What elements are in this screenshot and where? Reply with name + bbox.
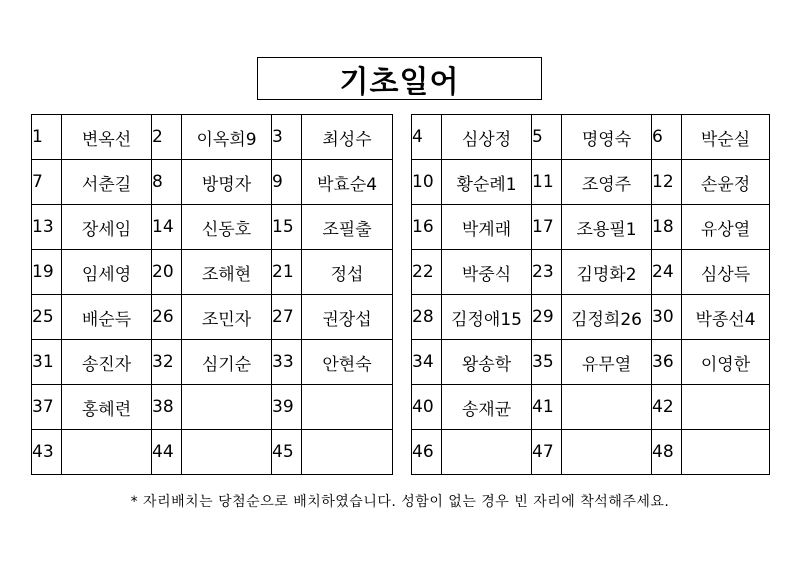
seat-name: 김정애15 — [442, 295, 532, 340]
page-title: 기초일어 — [339, 64, 460, 100]
seat-name: 명영숙 — [562, 115, 652, 160]
seat-row — [412, 160, 770, 205]
seat-number: 26 — [152, 295, 182, 340]
seat-row — [412, 205, 770, 250]
seat-row — [32, 385, 393, 430]
seat-number: 18 — [652, 205, 682, 250]
seat-number: 13 — [32, 205, 62, 250]
seat-row — [32, 295, 393, 340]
seat-number: 2 — [152, 115, 182, 160]
seat-number: 48 — [652, 430, 682, 475]
seat-name — [562, 430, 652, 475]
seat-number: 31 — [32, 340, 62, 385]
seat-number: 45 — [272, 430, 302, 475]
seat-number: 12 — [652, 160, 682, 205]
seat-name — [682, 430, 770, 475]
seat-number: 23 — [532, 250, 562, 295]
seat-name: 심상득 — [682, 250, 770, 295]
seat-number: 15 — [272, 205, 302, 250]
seating-note: * 자리배치는 당첨순으로 배치하였습니다. 성함이 없는 경우 빈 자리에 착석해주세요. — [130, 494, 670, 510]
seat-number: 16 — [412, 205, 442, 250]
seat-number: 46 — [412, 430, 442, 475]
seat-name — [302, 430, 393, 475]
seat-number: 1 — [32, 115, 62, 160]
seat-name: 조필출 — [302, 205, 393, 250]
seat-name: 유무열 — [562, 340, 652, 385]
seat-name: 권장섭 — [302, 295, 393, 340]
seat-number: 3 — [272, 115, 302, 160]
seat-name: 서춘길 — [62, 160, 152, 205]
seat-number: 30 — [652, 295, 682, 340]
seat-name: 방명자 — [182, 160, 272, 205]
seat-name: 심기순 — [182, 340, 272, 385]
seat-row — [32, 340, 393, 385]
seat-number: 44 — [152, 430, 182, 475]
seat-name: 이영한 — [682, 340, 770, 385]
seat-number: 14 — [152, 205, 182, 250]
seat-number: 6 — [652, 115, 682, 160]
seat-number: 42 — [652, 385, 682, 430]
seat-row — [412, 250, 770, 295]
seat-number: 29 — [532, 295, 562, 340]
seat-name — [62, 430, 152, 475]
seat-name: 박효순4 — [302, 160, 393, 205]
seat-number: 40 — [412, 385, 442, 430]
seat-row — [412, 115, 770, 160]
seat-name: 조민자 — [182, 295, 272, 340]
seat-number: 19 — [32, 250, 62, 295]
seat-name: 최성수 — [302, 115, 393, 160]
seat-name — [562, 385, 652, 430]
seating-table-right — [411, 114, 770, 475]
seat-number: 32 — [152, 340, 182, 385]
seat-name: 박순실 — [682, 115, 770, 160]
seat-number: 36 — [652, 340, 682, 385]
page-title-box — [257, 57, 542, 100]
seat-number: 35 — [532, 340, 562, 385]
seat-number: 37 — [32, 385, 62, 430]
seat-name: 김정희26 — [562, 295, 652, 340]
seat-name: 조해현 — [182, 250, 272, 295]
seat-name: 배순득 — [62, 295, 152, 340]
seat-number: 8 — [152, 160, 182, 205]
seat-name: 조용필1 — [562, 205, 652, 250]
seat-number: 5 — [532, 115, 562, 160]
seat-name: 김명화2 — [562, 250, 652, 295]
seat-name: 손윤정 — [682, 160, 770, 205]
seat-number: 22 — [412, 250, 442, 295]
seat-name: 왕송학 — [442, 340, 532, 385]
seat-number: 41 — [532, 385, 562, 430]
seat-number: 7 — [32, 160, 62, 205]
seat-name: 박계래 — [442, 205, 532, 250]
seat-name — [302, 385, 393, 430]
seat-number: 38 — [152, 385, 182, 430]
seating-table-left — [31, 114, 393, 475]
seat-number: 11 — [532, 160, 562, 205]
seat-number: 34 — [412, 340, 442, 385]
seat-name — [182, 385, 272, 430]
seat-name: 박중식 — [442, 250, 532, 295]
seat-name: 송재균 — [442, 385, 532, 430]
seat-name: 장세임 — [62, 205, 152, 250]
seat-name: 조영주 — [562, 160, 652, 205]
seat-row — [412, 385, 770, 430]
seat-name: 홍혜련 — [62, 385, 152, 430]
seat-name — [182, 430, 272, 475]
seat-number: 20 — [152, 250, 182, 295]
seat-number: 24 — [652, 250, 682, 295]
seat-number: 47 — [532, 430, 562, 475]
seat-row — [412, 295, 770, 340]
seat-name: 정섭 — [302, 250, 393, 295]
seat-name: 유상열 — [682, 205, 770, 250]
seat-number: 27 — [272, 295, 302, 340]
seat-name: 황순례1 — [442, 160, 532, 205]
seat-number: 39 — [272, 385, 302, 430]
seat-row — [32, 205, 393, 250]
seat-name: 박종선4 — [682, 295, 770, 340]
seat-name: 임세영 — [62, 250, 152, 295]
seat-name: 신동호 — [182, 205, 272, 250]
seat-name: 송진자 — [62, 340, 152, 385]
seat-number: 4 — [412, 115, 442, 160]
seat-row — [32, 160, 393, 205]
seat-number: 21 — [272, 250, 302, 295]
seat-row — [412, 430, 770, 475]
seat-number: 25 — [32, 295, 62, 340]
seat-name — [442, 430, 532, 475]
seat-number: 28 — [412, 295, 442, 340]
seat-number: 43 — [32, 430, 62, 475]
seat-number: 17 — [532, 205, 562, 250]
seat-number: 33 — [272, 340, 302, 385]
seat-name: 이옥희9 — [182, 115, 272, 160]
seat-row — [32, 430, 393, 475]
seat-row — [32, 115, 393, 160]
seat-row — [412, 340, 770, 385]
seat-name: 안현숙 — [302, 340, 393, 385]
seat-name: 변옥선 — [62, 115, 152, 160]
seat-name: 심상정 — [442, 115, 532, 160]
seat-number: 9 — [272, 160, 302, 205]
seat-row — [32, 250, 393, 295]
seat-number: 10 — [412, 160, 442, 205]
seat-name — [682, 385, 770, 430]
